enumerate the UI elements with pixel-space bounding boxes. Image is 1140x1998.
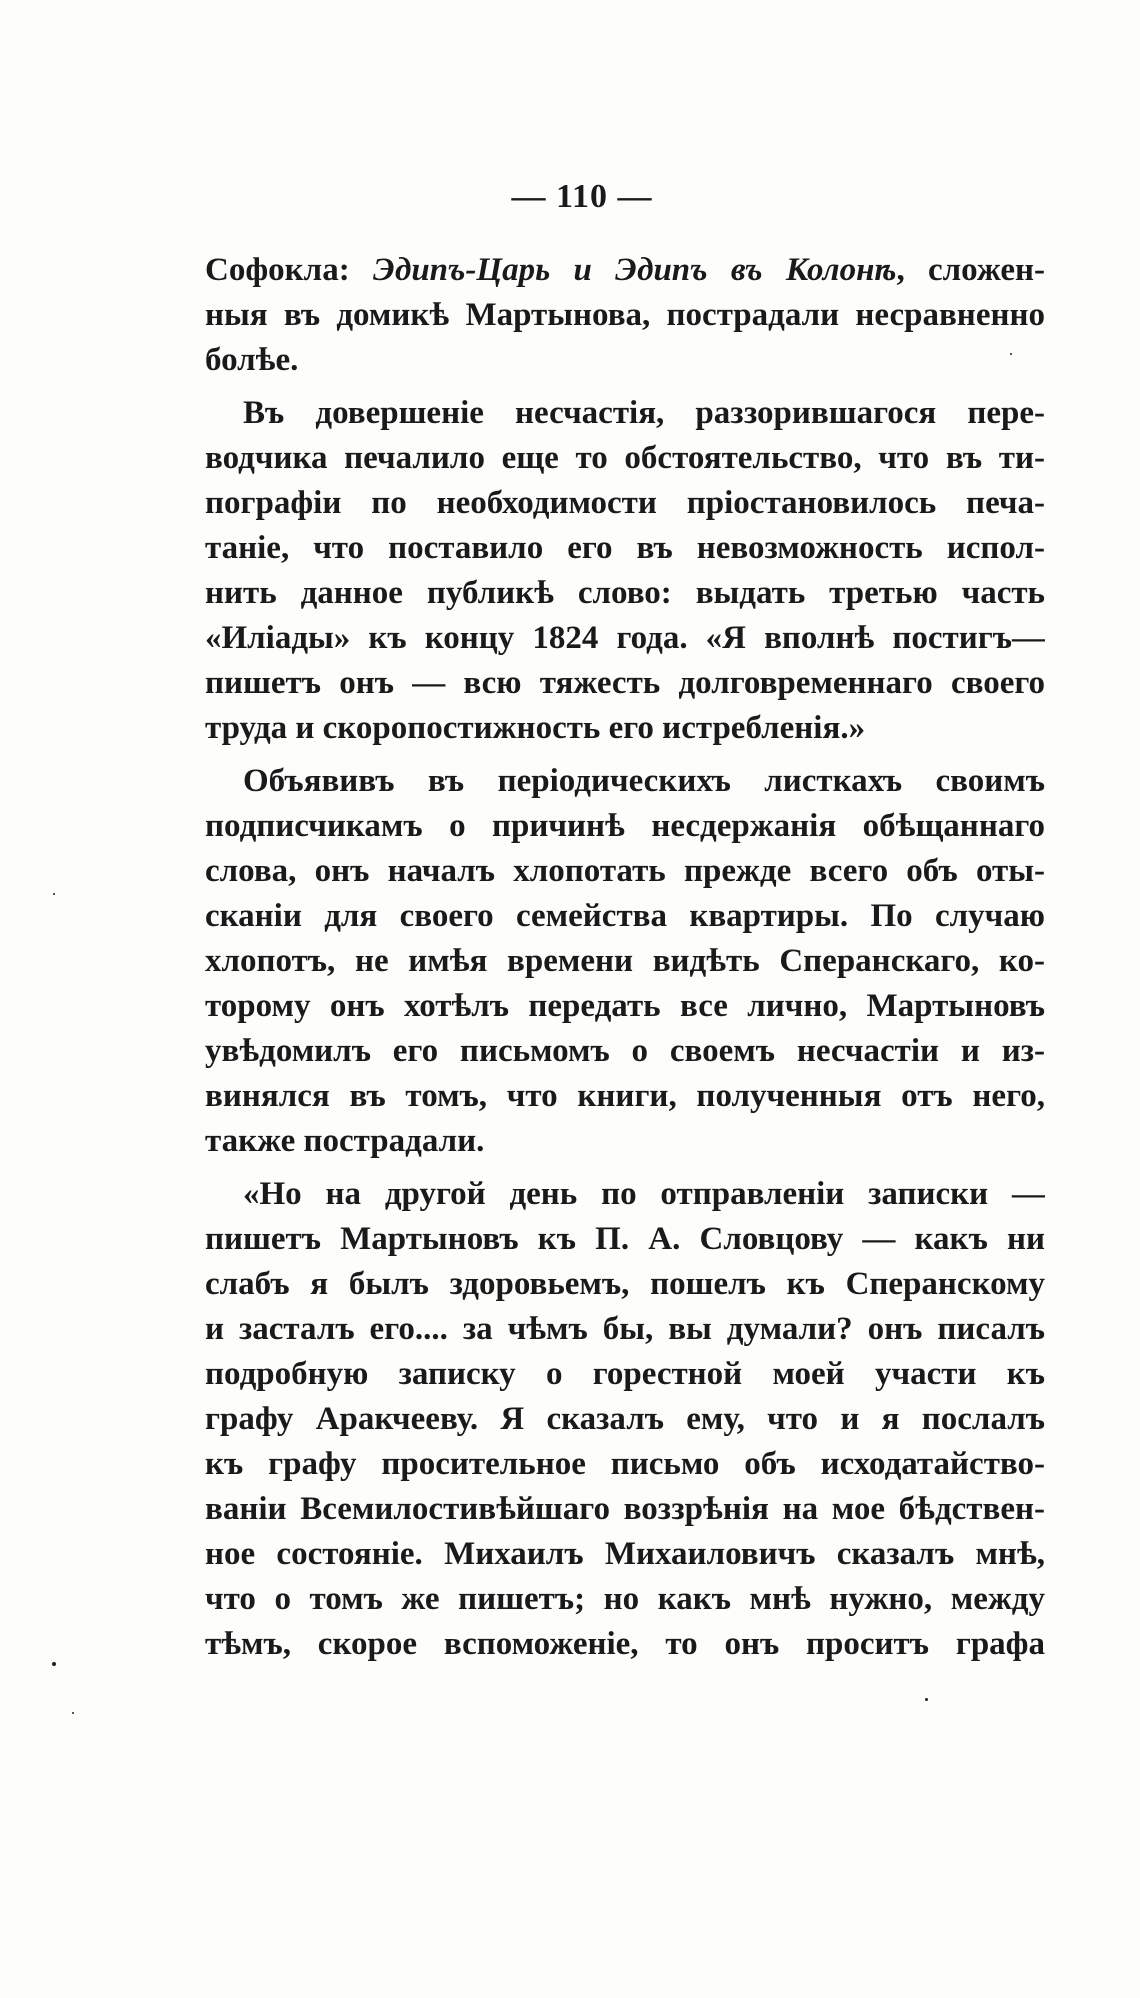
scan-speck (1010, 353, 1012, 355)
text-line: слабъ я былъ здоровьемъ, пошелъ къ Сперанскому (205, 1266, 1045, 1302)
text-line: водчика печалило еще то обстоятельство, что въ ти- (205, 440, 1045, 476)
text-line: графу Аракчееву. Я сказалъ ему, что и я послалъ (205, 1401, 1045, 1437)
paragraph-3 (205, 759, 1045, 1164)
italic-title: Эдипъ-Царь и Эдипъ въ Колонѣ (373, 252, 897, 288)
text-line: винялся въ томъ, что книги, полученныя отъ него, (205, 1078, 1045, 1114)
text-line: слова, онъ началъ хлопотать прежде всего объ оты- (205, 853, 1045, 889)
text-line: нить данное публикѣ слово: выдать третью часть (205, 575, 1045, 611)
text-line: также пострадали. (205, 1123, 485, 1159)
text-line: «Но на другой день по отправленіи записки — (243, 1176, 1045, 1212)
text-line: ваніи Всемилостивѣйшаго воззрѣнія на мое бѣдствен- (205, 1491, 1045, 1527)
paragraph-1 (205, 248, 1045, 383)
text-line: Объявивъ въ періодическихъ листкахъ своимъ (243, 763, 1045, 799)
scan-speck (925, 1698, 928, 1701)
text-line: торому онъ хотѣлъ передать все лично, Мартыновъ (205, 988, 1045, 1024)
line-segment: , сложен- (896, 252, 1045, 288)
page-number: — 110 — (511, 178, 653, 215)
text-line: что о томъ же пишетъ; но какъ мнѣ нужно, между (205, 1581, 1045, 1617)
text-line: увѣдомилъ его письмомъ о своемъ несчастіи и из- (205, 1033, 1045, 1069)
text-line: болѣе. (205, 342, 299, 378)
text-line: ныя въ домикѣ Мартынова, пострадали несравненно (205, 297, 1045, 333)
text-line: таніе, что поставило его въ невозможность испол- (205, 530, 1045, 566)
scan-speck (53, 893, 55, 895)
text-line: Въ довершеніе несчастія, раззорившагося пере- (243, 395, 1045, 431)
text-line: къ графу просительное письмо объ исходатайство- (205, 1446, 1045, 1482)
text-line: пографіи по необходимости пріостановилось печа- (205, 485, 1045, 521)
text-line: «Иліады» къ концу 1824 года. «Я вполнѣ постигъ— (205, 620, 1045, 656)
text-line: пишетъ Мартыновъ къ П. А. Словцову — какъ ни (205, 1221, 1045, 1257)
text-line: труда и скоропостижность его истребленія.» (205, 710, 866, 746)
text-line (205, 248, 1045, 293)
text-line: ное состояніе. Михаилъ Михаиловичъ сказалъ мнѣ, (205, 1536, 1045, 1572)
text-line: и засталъ его.... за чѣмъ бы, вы думали? онъ писалъ (205, 1311, 1045, 1347)
scan-speck (52, 1662, 56, 1666)
text-line: сканіи для своего семейства квартиры. По случаю (205, 898, 1045, 934)
scan-speck (72, 1712, 74, 1714)
paragraph-4 (205, 1172, 1045, 1667)
paragraph-2 (205, 391, 1045, 751)
text-line: хлопотъ, не имѣя времени видѣть Сперанскаго, ко- (205, 943, 1045, 979)
text-line: тѣмъ, скорое вспоможеніе, то онъ проситъ графа (205, 1626, 1045, 1662)
text-line: подписчикамъ о причинѣ несдержанія обѣщаннаго (205, 808, 1045, 844)
text-line: подробную записку о горестной моей участи къ (205, 1356, 1045, 1392)
text-line: пишетъ онъ — всю тяжесть долговременнаго своего (205, 665, 1045, 701)
line-segment: Софокла: (205, 252, 373, 288)
body-text (205, 248, 1045, 1667)
